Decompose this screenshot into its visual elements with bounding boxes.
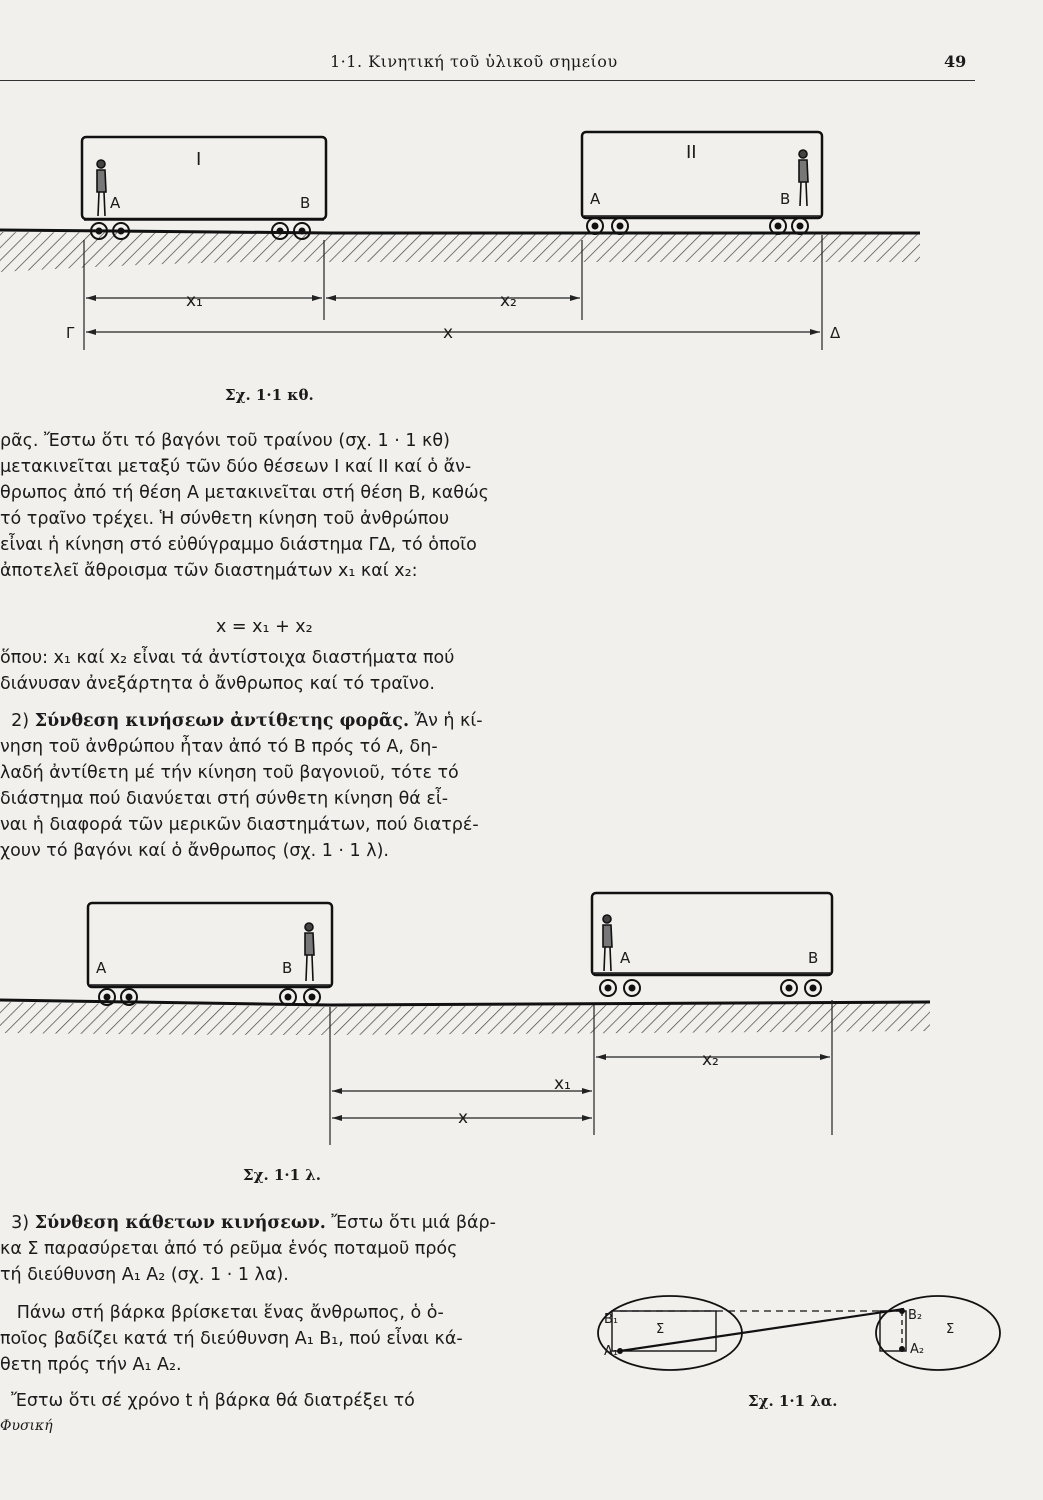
running-header-title: 1·1. Κινητική τοῦ ὑλικοῦ σημείου (330, 52, 618, 71)
section-3-title: Σύνθεση κάθετων κινήσεων. (34, 1213, 326, 1233)
car-II-label: II (686, 142, 697, 163)
text-line: μετακινεῖται μεταξύ τῶν δύο θέσεων I καί II καί ὁ ἄν- (0, 457, 472, 477)
dim-x: x (443, 323, 454, 343)
figure-2-train-opposite-direction (0, 885, 940, 1165)
figure-2-caption: Σχ. 1·1 λ. (243, 1166, 321, 1184)
text-line-content: Πάνω στή βάρκα βρίσκεται ἕνας ἄνθρωπος, ὁ ὁ- (16, 1303, 444, 1323)
text-line: κα Σ παρασύρεται ἀπό τό ρεῦμα ἑνός ποταμοῦ πρός (0, 1239, 458, 1259)
text-line: ποῖος βαδίζει κατά τή διεύθυνση A₁ B₁, πού εἶναι κά- (0, 1329, 463, 1349)
figure-3-caption: Σχ. 1·1 λα. (748, 1392, 838, 1410)
car-II-point-B: B (780, 190, 791, 208)
header-rule (0, 80, 975, 81)
section-3-heading-line (0, 1210, 496, 1236)
point-B1: B₁ (604, 1312, 619, 1327)
person-icon (305, 923, 314, 981)
boat-left-sigma: Σ (656, 1322, 665, 1337)
car-I-point-A: A (110, 194, 121, 212)
point-gamma: Γ (66, 324, 75, 342)
car-right-point-B: B (808, 949, 819, 967)
text-line-content: Ἔστω ὅτι σέ χρόνο t ἡ βάρκα θά διατρέξει τό (11, 1391, 415, 1411)
boat-right (876, 1296, 1000, 1370)
section-3 (0, 1210, 496, 1288)
boat-right-sigma: Σ (946, 1322, 955, 1337)
car-right-wheels (600, 980, 821, 996)
point-A2: A₂ (910, 1342, 925, 1357)
boat-left (598, 1296, 742, 1370)
figure-3-boat-perpendicular (590, 1285, 1010, 1395)
text-line: διάστημα πού διανύεται στή σύνθετη κίνηση θά εἶ- (0, 789, 449, 809)
dim-x2: x₂ (702, 1050, 719, 1070)
text-line: ἀποτελεῖ ἄθροισμα τῶν διαστημάτων x₁ καί x₂: (0, 561, 418, 581)
section-2-heading-line (0, 708, 483, 734)
paragraph-2 (0, 645, 454, 697)
point-delta: Δ (830, 324, 841, 342)
paragraph-1 (0, 428, 489, 584)
section-2 (0, 708, 483, 864)
dim-x2: x₂ (500, 291, 517, 311)
text-line: ρᾶς. Ἔστω ὅτι τό βαγόνι τοῦ τραίνου (σχ. 1 · 1 κθ) (0, 431, 450, 451)
paragraph-5 (0, 1388, 415, 1414)
footer-book-title: Φυσική (0, 1418, 53, 1434)
car-right-point-A: A (620, 949, 631, 967)
dim-x: x (458, 1108, 469, 1128)
section-3-number: 3) (11, 1213, 30, 1233)
text-line: τό τραῖνο τρέχει. Ἡ σύνθετη κίνηση τοῦ ἀνθρώπου (0, 509, 450, 529)
car-left-point-B: B (282, 959, 293, 977)
ground-hatching (0, 232, 920, 272)
text-line: ναι ἡ διαφορά τῶν μερικῶν διαστημάτων, πού διατρέ- (0, 815, 479, 835)
figure-1-train-same-direction (0, 120, 940, 360)
text-line: ὅπου: x₁ καί x₂ εἶναι τά ἀντίστοιχα διαστήματα πού (0, 648, 455, 668)
text-line: Ἔστω ὅτι μιά βάρ- (325, 1213, 496, 1233)
text-line: τή διεύθυνση A₁ A₂ (σχ. 1 · 1 λα). (0, 1265, 289, 1285)
text-line: διάνυσαν ἀνεξάρτητα ὁ ἄνθρωπος καί τό τραῖνο. (0, 674, 435, 694)
text-line: νηση τοῦ ἀνθρώπου ἦταν ἀπό τό B πρός τό A, δη- (0, 737, 438, 757)
person-icon (603, 915, 612, 971)
text-line (0, 1300, 463, 1326)
section-2-number: 2) (11, 711, 30, 731)
dim-x1: x₁ (554, 1074, 571, 1094)
car-I-point-B: B (300, 194, 311, 212)
car-left (88, 903, 332, 987)
paragraph-4 (0, 1300, 463, 1378)
ground-hatching (0, 1002, 930, 1035)
point-A1: A₁ (604, 1344, 619, 1359)
section-2-title: Σύνθεση κινήσεων ἀντίθετης φορᾶς. (34, 711, 410, 731)
text-line: λαδή ἀντίθετη μέ τήν κίνηση τοῦ βαγονιοῦ, τότε τό (0, 763, 459, 783)
person-icon (799, 150, 808, 206)
equation-sum: x = x₁ + x₂ (216, 617, 313, 637)
point-B2: B₂ (908, 1308, 923, 1323)
text-line: θρωπος ἀπό τή θέση A μετακινεῖται στή θέση B, καθώς (0, 483, 489, 503)
car-II-point-A: A (590, 190, 601, 208)
text-line: θετη πρός τήν A₁ A₂. (0, 1355, 182, 1375)
text-line (0, 1388, 415, 1414)
person-icon (97, 160, 106, 216)
text-line: Ἄν ἡ κί- (409, 711, 483, 731)
text-line: εἶναι ἡ κίνηση στό εὐθύγραμμο διάστημα ΓΔ, τό ὁποῖο (0, 535, 477, 555)
dim-x1: x₁ (186, 291, 203, 311)
car-left-point-A: A (96, 959, 107, 977)
figure-1-caption: Σχ. 1·1 κθ. (225, 386, 314, 404)
page-number: 49 (944, 52, 967, 71)
text-line: χουν τό βαγόνι καί ὁ ἄνθρωπος (σχ. 1 · 1 λ). (0, 841, 389, 861)
car-I-label: I (196, 149, 202, 170)
